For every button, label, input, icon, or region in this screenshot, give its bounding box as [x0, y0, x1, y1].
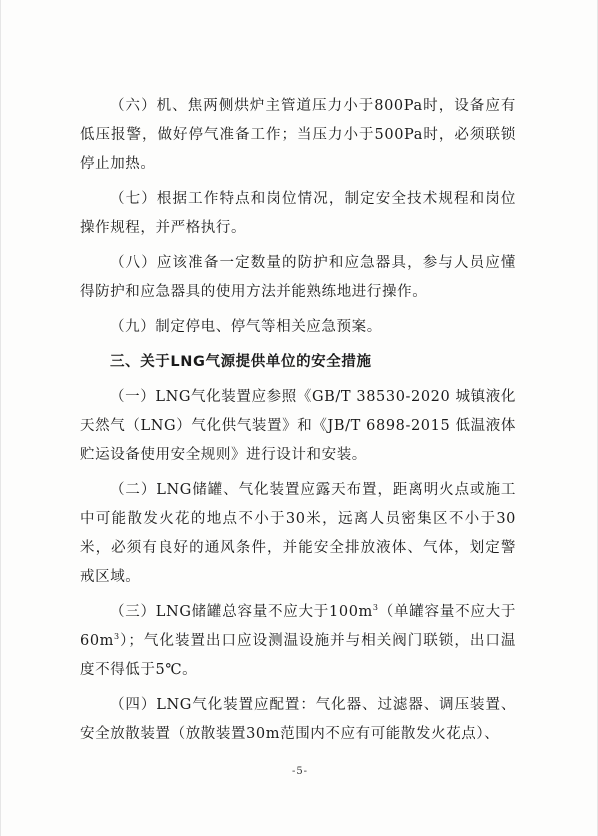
- text-run: （三）LNG储罐总容量不应大于100m: [110, 604, 373, 620]
- section-heading-3: 三、关于LNG气源提供单位的安全措施: [110, 354, 372, 370]
- superscript: 3: [372, 603, 379, 613]
- paragraph-3-4: （四）LNG气化装置应配置：气化器、过滤器、调压装置、安全放散装置（放散装置30m范围内不应有可能散发火花点）、: [80, 697, 516, 742]
- paragraph-3-1: （一）LNG气化装置应参照《GB/T 38530-2020 城镇液化天然气（LNG）气化供气装置》和《JB/T 6898-2015 低温液体贮运设备使用安全规则》进行设计和安装。: [80, 389, 516, 463]
- paragraph-8: （八）应该准备一定数量的防护和应急器具，参与人员应懂得防护和应急器具的使用方法并能熟练地进行操作。: [80, 255, 516, 300]
- paragraph-6: （六）机、焦两侧烘炉主管道压力小于800Pa时，设备应有低压报警，做好停气准备工作；当压力小于500Pa时，必须联锁停止加热。: [80, 98, 516, 172]
- text-run: （单罐容量不应大于60m: [80, 604, 516, 649]
- paragraph-9: （九）制定停电、停气等相关应急预案。: [110, 319, 382, 335]
- body-text: [80, 92, 516, 755]
- page-number: -5-: [291, 766, 309, 777]
- paragraph-7: （七）根据工作特点和岗位情况，制定安全技术规程和岗位操作规程，并严格执行。: [80, 191, 516, 236]
- text-run: ）；气化装置出口应设测温设施并与相关阀门联锁，出口温度不得低于5℃。: [80, 633, 516, 678]
- paragraph-3-2: （二）LNG储罐、气化装置应露天布置，距离明火点或施工中可能散发火花的地点不小于30米，远离人员密集区不小于30米，必须有良好的通风条件，并能安全排放液体、气体，划定警戒区域。: [80, 482, 516, 585]
- superscript: 3: [114, 632, 120, 642]
- paragraph-3-3: [80, 598, 516, 685]
